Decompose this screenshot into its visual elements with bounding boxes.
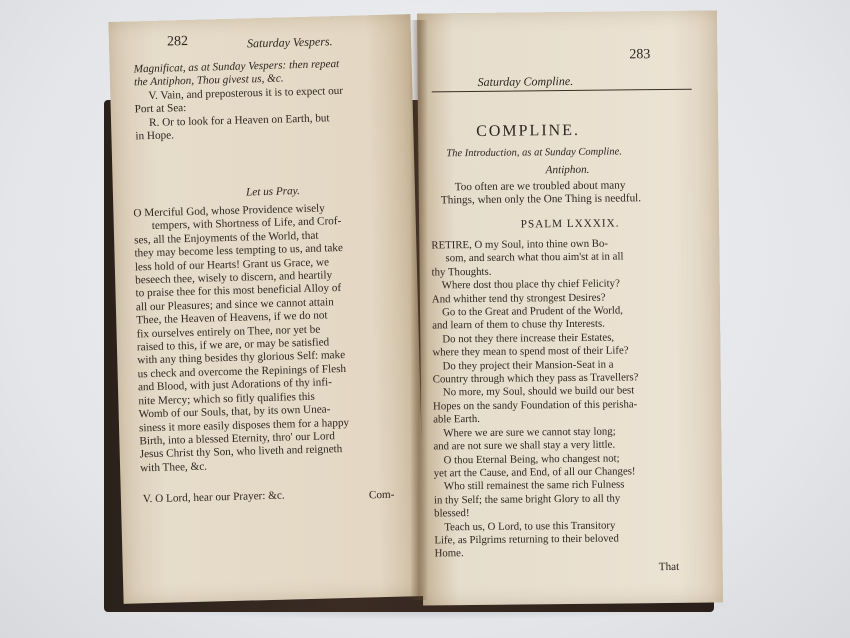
text-line: Life, as Pilgrims returning to their beloved xyxy=(434,532,619,547)
header-rule xyxy=(432,89,692,93)
antiphon-label: Antiphon. xyxy=(545,163,590,177)
left-top-text xyxy=(134,56,408,144)
text-line: Home. xyxy=(434,547,464,560)
psalm-text xyxy=(431,236,716,561)
left-page xyxy=(108,14,425,604)
let-us-pray-heading: Let us Pray. xyxy=(245,185,300,199)
text-line: V. Vain, and preposterous it is to expect our xyxy=(148,84,344,102)
text-line: Do not they there increase their Estates, xyxy=(442,331,615,346)
text-line: all our Pleasures; and since we cannot attain xyxy=(135,296,334,314)
text-line: Thee, the Heaven of Heavens, if we do not xyxy=(136,309,328,327)
text-line: and Blood, with just Adorations of thy infi- xyxy=(137,376,333,394)
text-line: siness it more easily disposes them for a happy xyxy=(138,416,350,434)
text-line: less hold of our Hearts! Grant us Grace, we xyxy=(134,255,330,274)
left-catchword: Com- xyxy=(368,488,395,502)
introduction-line: The Introduction, as at Sunday Compline. xyxy=(446,146,622,160)
text-line: with any thing besides thy glorious Self: make xyxy=(137,349,346,367)
text-line: the Antiphon, Thou givest us, &c. xyxy=(133,72,284,89)
text-line: yet art the Cause, and End, of all our Changes! xyxy=(433,465,636,480)
left-page-number: 282 xyxy=(166,33,189,50)
text-line: ses, all the Enjoyments of the World, that xyxy=(133,229,319,247)
text-line: Port at Sea: xyxy=(134,102,187,116)
text-line: nite Mercy; which so fitly qualifies this xyxy=(138,390,315,408)
text-line: Country through which they pass as Travellers? xyxy=(432,371,639,386)
text-line: able Earth. xyxy=(433,413,480,426)
antiphon-text xyxy=(441,179,707,209)
text-line: Womb of our Souls, that, by its own Unea- xyxy=(138,403,331,421)
left-running-head: Saturday Vespers. xyxy=(246,34,333,51)
text-line: with Thee, &c. xyxy=(139,460,208,475)
text-line: R. Or to look for a Heaven on Earth, but xyxy=(148,111,330,129)
text-line: where they mean to spend most of their Life? xyxy=(432,344,629,359)
text-line: Things, when only the One Thing is needful. xyxy=(440,192,642,207)
text-line: Go to the Great and Prudent of the World, xyxy=(441,304,624,319)
text-line: they may become less tempting to us, and take xyxy=(134,242,344,260)
text-line: Where we are sure we cannot stay long; xyxy=(443,425,616,440)
right-page-number: 283 xyxy=(629,47,651,63)
text-line: fix ourselves entirely on Thee, nor yet be xyxy=(136,323,321,341)
text-line: Where dost thou place thy chief Felicity? xyxy=(441,277,620,292)
right-page xyxy=(417,10,723,605)
text-line: Do they project their Mansion-Seat in a xyxy=(442,358,614,372)
text-line: to praise thee for this most beneficial Alloy of xyxy=(135,282,342,300)
text-line: thy Thoughts. xyxy=(431,265,492,279)
text-line: raised to this, if we are, or may be satisfied xyxy=(136,336,330,354)
prayer-text xyxy=(133,200,418,475)
text-line: in Hope. xyxy=(135,129,175,143)
text-line: tempers, with Shortness of Life, and Crof- xyxy=(151,215,342,233)
text-line: in thy Self; the same bright Glory to all thy xyxy=(433,492,621,507)
left-versicle: V. O Lord, hear our Prayer: &c. xyxy=(142,489,285,506)
text-line: Jesus Christ thy Son, who liveth and reigneth xyxy=(139,443,343,461)
text-line: Too often are we troubled about many xyxy=(454,179,626,194)
right-running-head: Saturday Compline. xyxy=(477,73,574,89)
text-line: Birth, into a blessed Eternity, thro' our Lord xyxy=(139,430,335,448)
text-line: Magnificat, as at Sunday Vespers: then repeat xyxy=(133,58,340,76)
text-line: Teach us, O Lord, to use this Transitory xyxy=(444,519,616,533)
text-line: us check and overcome the Repinings of Flesh xyxy=(137,362,347,381)
text-line: RETIRE, O my Soul, into thine own Bo- xyxy=(431,237,609,252)
text-line: beseech thee, wisely to discern, and heartily xyxy=(135,269,333,287)
text-line: blessed! xyxy=(434,507,470,520)
text-line: Who still remainest the same rich Fulness xyxy=(443,478,625,493)
compline-title: COMPLINE. xyxy=(476,121,581,140)
text-line: and are not sure we shall stay a very little. xyxy=(433,438,616,453)
text-line: Hopes on the sandy Foundation of this perisha- xyxy=(432,398,638,413)
text-line: O Merciful God, whose Providence wisely xyxy=(133,202,325,220)
text-line: som, and search what thou aim'st at in all xyxy=(445,250,624,265)
text-line: And whither tend thy strongest Desires? xyxy=(431,291,606,306)
psalm-heading: PSALM LXXXIX. xyxy=(520,217,620,231)
text-line: and learn of them to chuse thy Interests. xyxy=(432,318,605,332)
text-line: O thou Eternal Being, who changest not; xyxy=(443,451,620,466)
text-line: No more, my Soul, should we build our best xyxy=(442,384,635,399)
right-catchword: That xyxy=(658,560,680,574)
book-gutter xyxy=(410,20,428,600)
